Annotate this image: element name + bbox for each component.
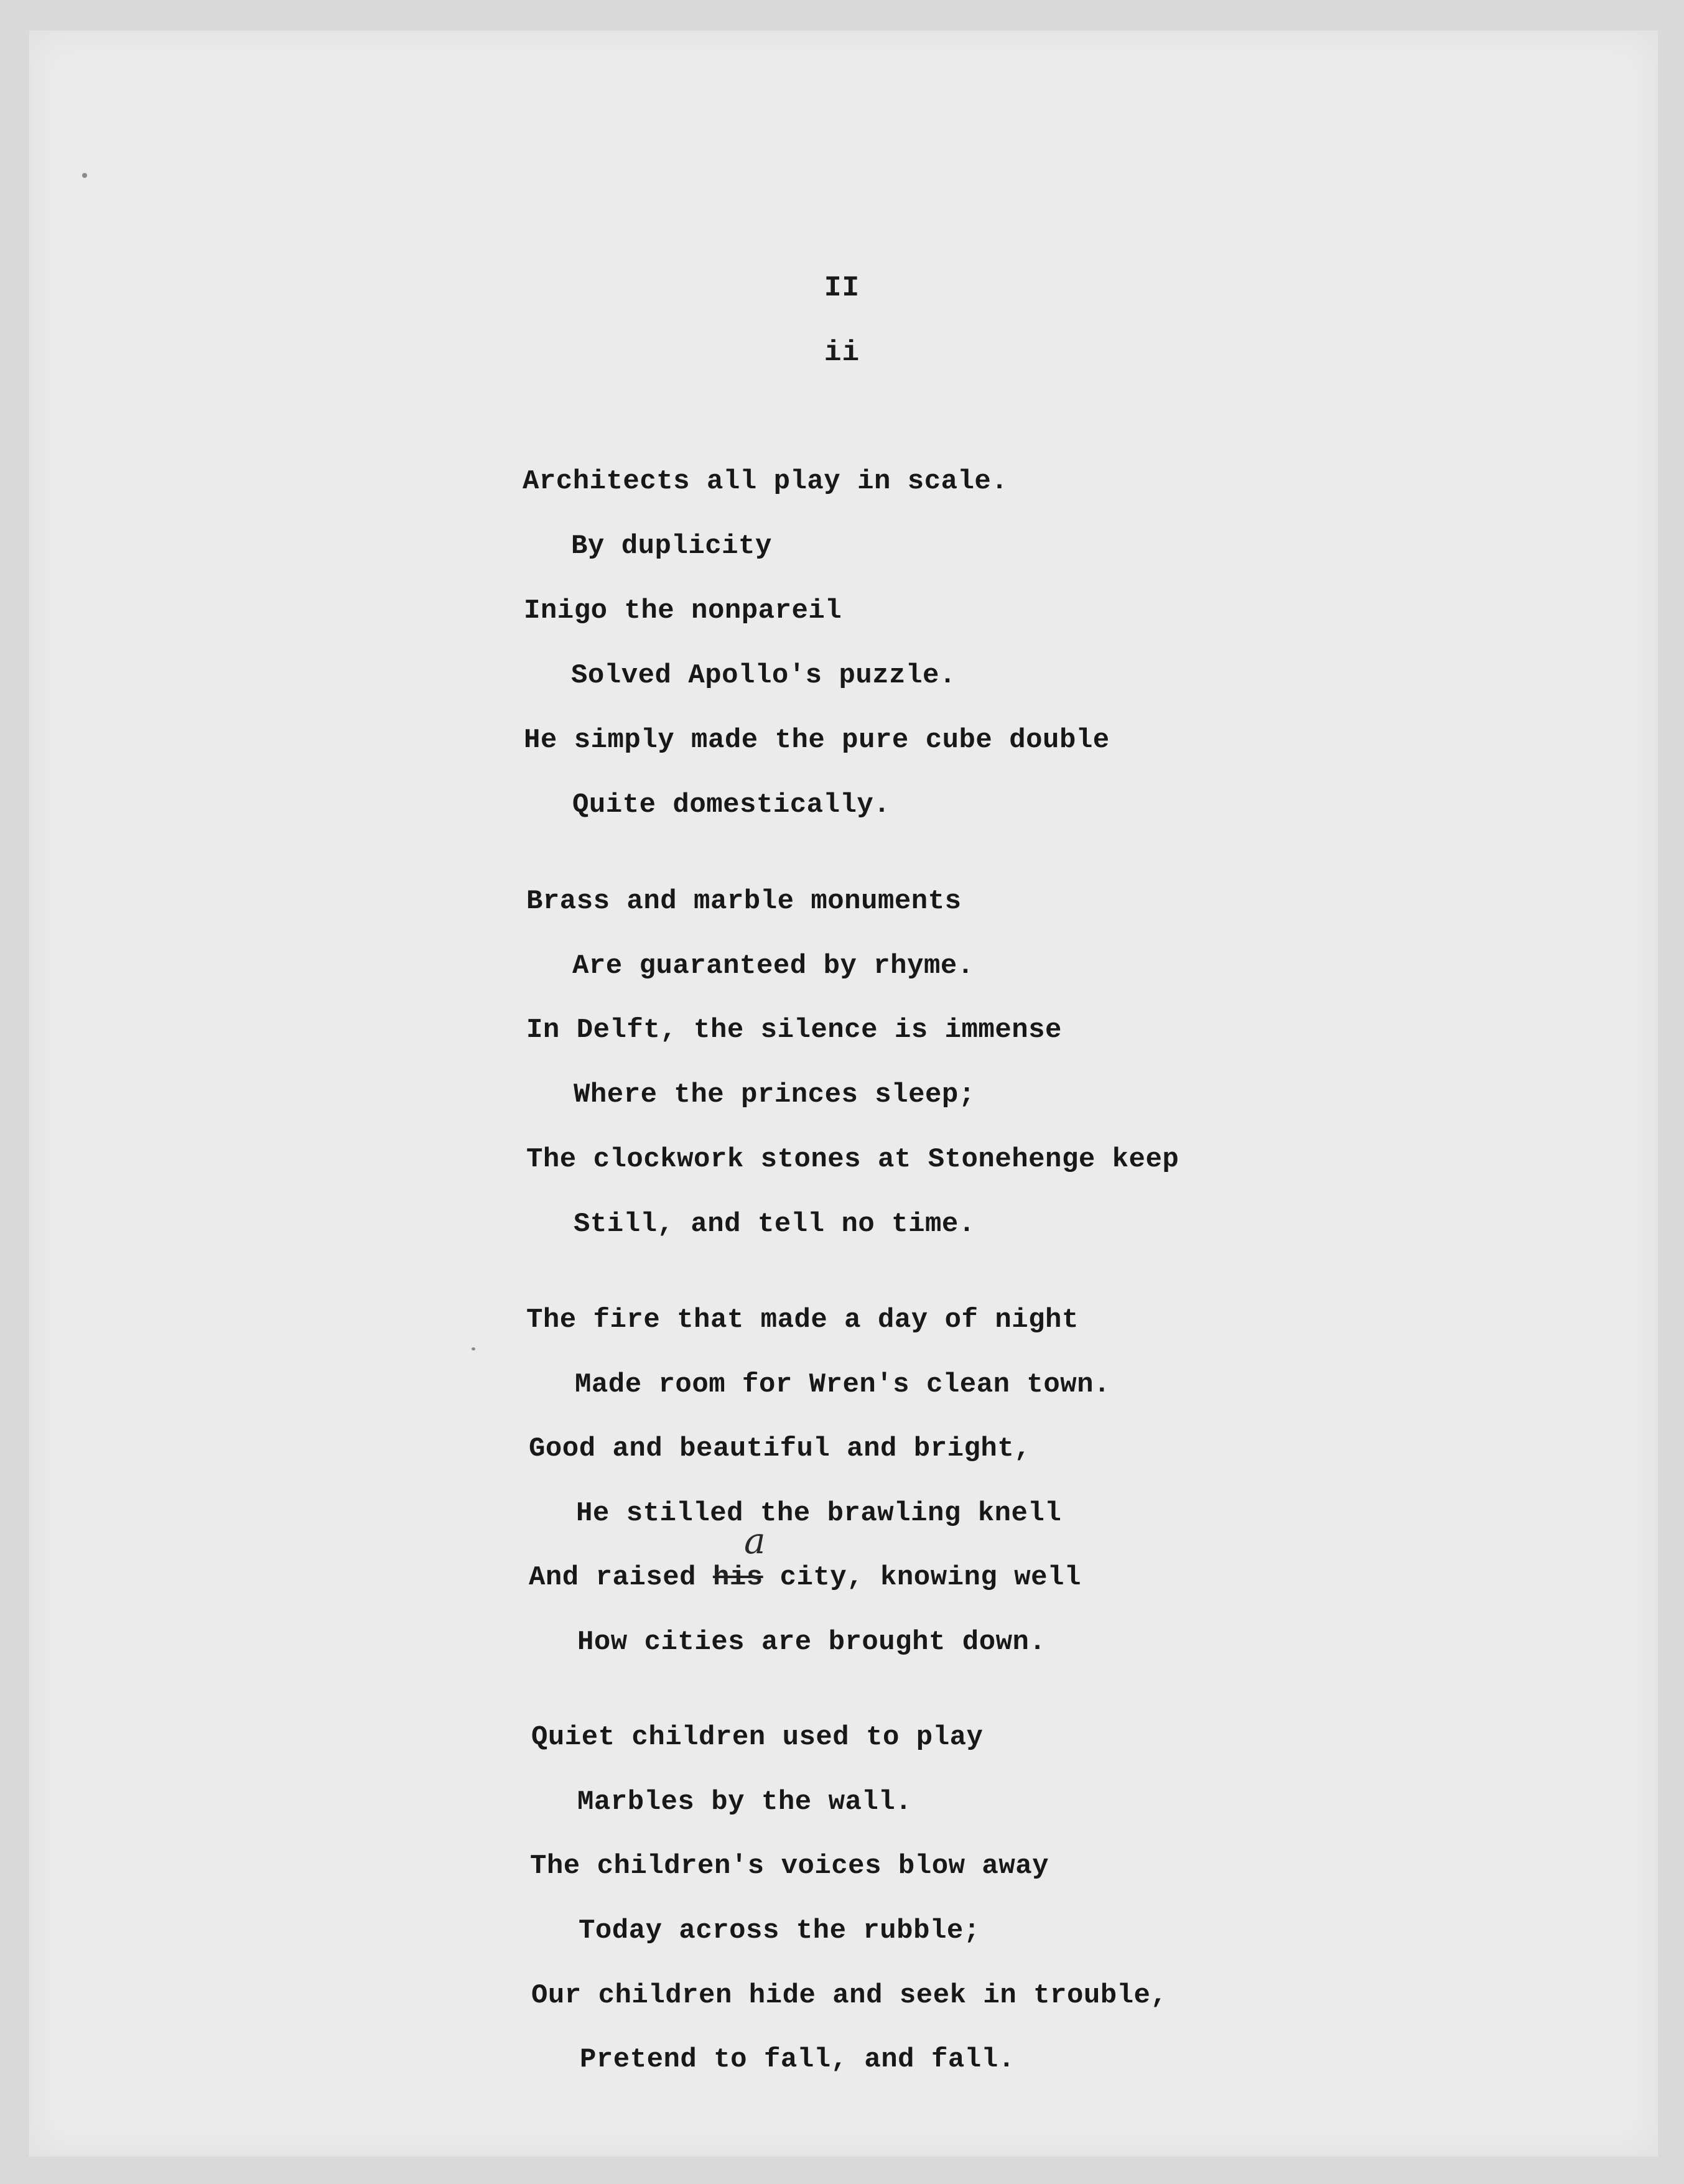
line-text-before: And raised (529, 1562, 713, 1593)
poem-line: Still, and tell no time. (574, 1209, 975, 1240)
paper-speck (82, 173, 87, 178)
poem-line: Marbles by the wall. (577, 1787, 913, 1818)
handwritten-insertion: a (743, 1520, 766, 1562)
poem-line: He simply made the pure cube double (524, 725, 1110, 756)
poem-line: Pretend to fall, and fall. (580, 2044, 1015, 2075)
poem-line: Where the princes sleep; (574, 1079, 975, 1110)
poem-line: Today across the rubble; (579, 1915, 980, 1946)
paper-speck (472, 1347, 475, 1350)
poem-line: By duplicity (571, 531, 772, 562)
poem-line: The children's voices blow away (530, 1851, 1049, 1882)
poem-line: Are guaranteed by rhyme. (572, 950, 974, 982)
poem-line: Architects all play in scale. (523, 466, 1008, 497)
poem-line: Our children hide and seek in trouble, (531, 1980, 1168, 2011)
poem-line: He stilled the brawling knell (576, 1498, 1062, 1529)
poem-line: Made room for Wren's clean town. (575, 1369, 1110, 1400)
handwritten-emendation (712, 1520, 766, 1593)
poem-line: The clockwork stones at Stonehenge keep (526, 1144, 1179, 1175)
poem-line: Inigo the nonpareil (524, 595, 842, 626)
poem-line: Solved Apollo's puzzle. (571, 660, 956, 691)
struck-word: his (712, 1562, 763, 1593)
section-number: ii (824, 337, 860, 369)
poem-line: Brass and marble monuments (526, 886, 962, 917)
emended-poem-line (529, 1520, 1081, 1593)
poem-line: Good and beautiful and bright, (529, 1433, 1031, 1464)
poem-line: In Delft, the silence is immense (526, 1015, 1062, 1046)
poem-line: Quite domestically. (572, 789, 891, 820)
poem-line: Quiet children used to play (531, 1722, 984, 1753)
poem-line: The fire that made a day of night (526, 1304, 1079, 1336)
poem-line: How cities are brought down. (577, 1627, 1046, 1658)
part-number: II (824, 272, 860, 304)
line-text-after: city, knowing well (763, 1562, 1081, 1593)
